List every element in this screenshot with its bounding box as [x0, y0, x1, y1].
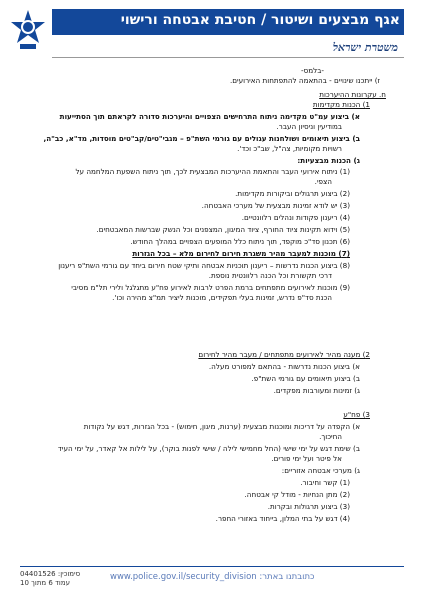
document-line: ג) זמינות ומעורבות מפקדים.	[273, 386, 360, 395]
document-line: א) ביצוע עמ"ט מקדימה ניתוח התרחישים הצפויים והיערכות סדורה לקראתם תוך הסתייעות	[59, 112, 360, 121]
document-line: החיכוך.	[319, 432, 342, 441]
document-line: ב) ביצוע תיאומים ושולחנות עגולים עם גורמי השת"פ – מגבי"טים/קב"טים מוסדות, מד"א, כב"ה,	[43, 134, 360, 143]
document-line: 2) מענה מהיר לאירועים מתפתחים / מעבר מהיר לחירום	[198, 350, 370, 359]
document-line: (5) וידוא תקינות ציוד החורף, ציוד המיגון, המצפנים וכל הנשק שברשות המאבטחים.	[96, 225, 350, 234]
header-title: אגף מבצעים ושיטור / חטיבת אבטחה ורישוי	[120, 12, 400, 28]
document-line: אל פיטר ועל ימי פורים.	[271, 454, 342, 463]
document-line: דרכי תקשורת וכל הכנה רלוונטית נוספת.	[208, 271, 332, 280]
document-line: הצפי.	[314, 177, 332, 186]
page-header	[0, 0, 424, 62]
header-subtitle: משטרת ישראל	[332, 41, 398, 54]
document-line: הכנת סד"פ נדרש, זמינות בעלי תפקידים, מוכנות ליציר תמ"צ מהירה וכו'.	[112, 293, 332, 302]
document-line: ח. עקרונות ההיערכות	[319, 90, 386, 99]
document-line: (9) מוכנות לאירועים מתפתחים ברמת הפרט לרבות לאירוע פח"ע מתגלגל ולירי תל"מ מסיבי	[71, 283, 350, 292]
footer-reference-number: סימוכין: 04401526	[20, 570, 81, 578]
document-line: במודיעין וניסיון העבר.	[276, 122, 342, 131]
document-line: (8) ביצוע הכנות נדרשות – ריענון תוכניות אבטחה ותיקי שטח חירום ביחד עם גורמי השת"פ ריענון	[58, 261, 350, 270]
document-line: א) הקפדה על דריכות ומוכנות מבצעית (ערנות, מיגון, חימוש) - בכל הגזרות, דגש על נקודות	[83, 422, 360, 431]
footer-website: www.police.gov.il/security_division :כתובתנו באתר	[110, 572, 315, 582]
document-line: 1) הכנות מקדימות	[312, 100, 370, 109]
document-line: (2) ביצוע תרגולים וביקורות מקדימות.	[235, 189, 350, 198]
document-line: (4) ריענון פקודות ונהלים רלוונטיים.	[241, 213, 350, 222]
document-line: א) ביצוע הכנות נדרשות - בהתאם למפורט מעלה.	[208, 362, 360, 371]
document-line: (4) דגש על בתי המלון, בייחוד באזורי החפר.	[215, 514, 350, 523]
document-line: ג) מערכי אבטחה אזוריים:	[281, 466, 360, 475]
footer-divider	[20, 566, 404, 567]
document-line: (3) ביצוע תרגולות ובקרות.	[267, 502, 350, 511]
document-line: -בלמס-	[301, 66, 324, 75]
header-divider	[52, 57, 404, 58]
document-line: (1) ניתוח אירועי העבר והתאמת ההיערכות המבצעית לכך, תוך ניתוח השפעת המלחמה על	[75, 167, 350, 176]
document-line: ב) ביצוע תיאומים עם גורמי השת"פ.	[251, 374, 360, 383]
document-line: (1) קשר וחיבור.	[300, 478, 350, 487]
document-line: 3) פח"ע	[343, 410, 370, 419]
footer-reference	[20, 570, 80, 588]
document-line: רשויות מקומיות, צה"ל, שב"כ וכד'.	[237, 144, 342, 153]
document-line: ב) שימת דגש על ימי שישי (החל מחמישי לילה / שישי לפנות בוקר), על לילות אל קאדר, על ימי העיד	[57, 444, 360, 453]
document-line: ז) ייתכנו שינויים - בהתאמה להתפתחות האירועים.	[229, 76, 380, 85]
document-line: (3) יש לודא זמינות מבצעית של מערכי האבטחה.	[201, 201, 350, 210]
document-line: (7) מוכנות למעבר מהיר משגרת חירום לחירום מלא – בכל הגזרות	[132, 249, 350, 258]
police-emblem-icon	[8, 8, 48, 52]
document-line: (2) מתן הנחיות - מודל קי אבטחה.	[244, 490, 350, 499]
footer-page-number: עמוד 6 מתוך 10	[20, 579, 70, 587]
document-line: ג) הכנות מבצעיות:	[297, 156, 360, 165]
document-line: (6) תכנון סד"כ מוקפד, תוך ניתוח כלל המופעים הצפויים במהלך החודש.	[130, 237, 350, 246]
